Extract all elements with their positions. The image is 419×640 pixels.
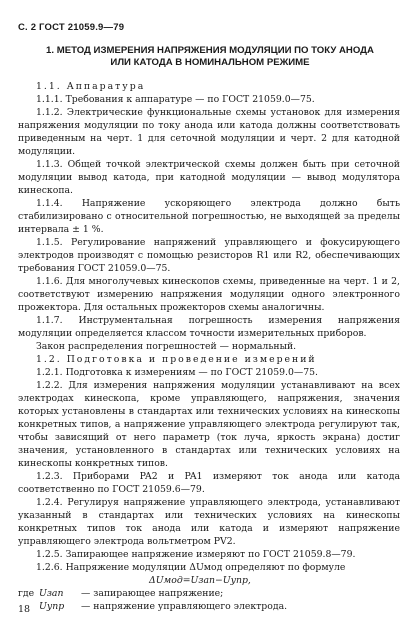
where-line-2 [18, 600, 400, 613]
paragraph-1-1-5: 1.1.5. Регулирование напряжений управляющего и фокусирующего электродов производят с помощью резисторов R1 или R2, обеспечивающих требования ГОСТ 21059.0—75. [18, 237, 400, 274]
paragraph-1-2-5: 1.2.5. Запирающее напряжение измеряют по ГОСТ 21059.8—79. [36, 549, 356, 560]
subsection-heading-measurement: 1.2. Подготовка и проведение измерений [36, 354, 317, 365]
paragraph-1-2-4: 1.2.4. Регулируя напряжение управляющего электрода, устанавливают указанный в стандартах или технических условиях на кинескопы конкретных типов ток анода или катода и измеряют напряжение управляющего электрода вольтметром PV2. [18, 497, 400, 547]
paragraph-1-1-4: 1.1.4. Напряжение ускоряющего электрода должно быть стабилизировано с относительной погрешностью, не выходящей за пределы интервала ± 1 %. [18, 198, 400, 235]
section-title [20, 45, 400, 69]
where-symbol-u-upr: Uупр [39, 601, 65, 612]
modulation-formula: ΔUмод=Uзап−Uупр, [149, 575, 251, 586]
where-line-1 [18, 587, 400, 600]
subsection-heading-apparatus: 1.1. Аппаратура [36, 81, 146, 92]
where-label: где [18, 588, 35, 599]
paragraph-1-1-1: 1.1.1. Требования к аппаратуре — по ГОСТ 21059.0—75. [36, 94, 315, 105]
section-title-line-1: 1. МЕТОД ИЗМЕРЕНИЯ НАПРЯЖЕНИЯ МОДУЛЯЦИИ ПО ТОКУ АНОДА [46, 45, 374, 56]
paragraph-1-2-6: 1.2.6. Напряжение модуляции ΔUмод определяют по формуле [36, 562, 346, 573]
paragraph-1-2-1: 1.2.1. Подготовка к измерениям — по ГОСТ 21059.0—75. [36, 367, 318, 378]
paragraph-1-1-2: 1.1.2. Электрические функциональные схемы установок для измерения напряжения модуляции по току анода или катода должны соответствовать приведенным на черт. 1 для сеточной модуляции и черт. 2 для катодной модуляции. [18, 107, 400, 157]
where-desc-u-zap: — запирающее напряжение; [81, 588, 224, 599]
page-number: 18 [18, 604, 31, 615]
page-header: С. 2 ГОСТ 21059.9—79 [18, 22, 125, 33]
paragraph-1-1-6: 1.1.6. Для многолучевых кинескопов схемы, приведенные на черт. 1 и 2, соответствуют измерению напряжения модуляции одного электронного прожектора. Для остальных прожекторов схемы аналогичны. [18, 276, 400, 313]
paragraph-1-2-3: 1.2.3. Приборами PA2 и PA1 измеряют ток анода или катода соответственно по ГОСТ 21059.6—79. [18, 471, 400, 495]
paragraph-1-1-7: 1.1.7. Инструментальная погрешность измерения напряжения модуляции определяется классом точности измерительных приборов. [18, 315, 400, 339]
paragraph-1-1-3: 1.1.3. Общей точкой электрической схемы должен быть при сеточной модуляции вывод катода, при катодной модуляции — вывод модулятора кинескопа. [18, 159, 400, 196]
paragraph-1-2-2: 1.2.2. Для измерения напряжения модуляции устанавливают на всех электродах кинескопа, кроме управляющего, напряжения, значения которых установлены в стандартах или технических условиях на кинескопы конкретных типов, а напряжение управляющего электрода регулируют так, чтобы зависящий от него параметр (ток луча, яркость экрана) достиг значения, установленного в стандартах или технических условиях на кинескопы конкретных типов. [18, 380, 400, 469]
where-desc-u-upr: — напряжение управляющего электрода. [81, 601, 288, 612]
where-symbol-u-zap: Uзап [39, 588, 64, 599]
body-text [18, 80, 400, 613]
section-title-line-2: ИЛИ КАТОДА В НОМИНАЛЬНОМ РЕЖИМЕ [110, 57, 310, 68]
paragraph-error-law: Закон распределения погрешностей — нормальный. [36, 341, 297, 352]
